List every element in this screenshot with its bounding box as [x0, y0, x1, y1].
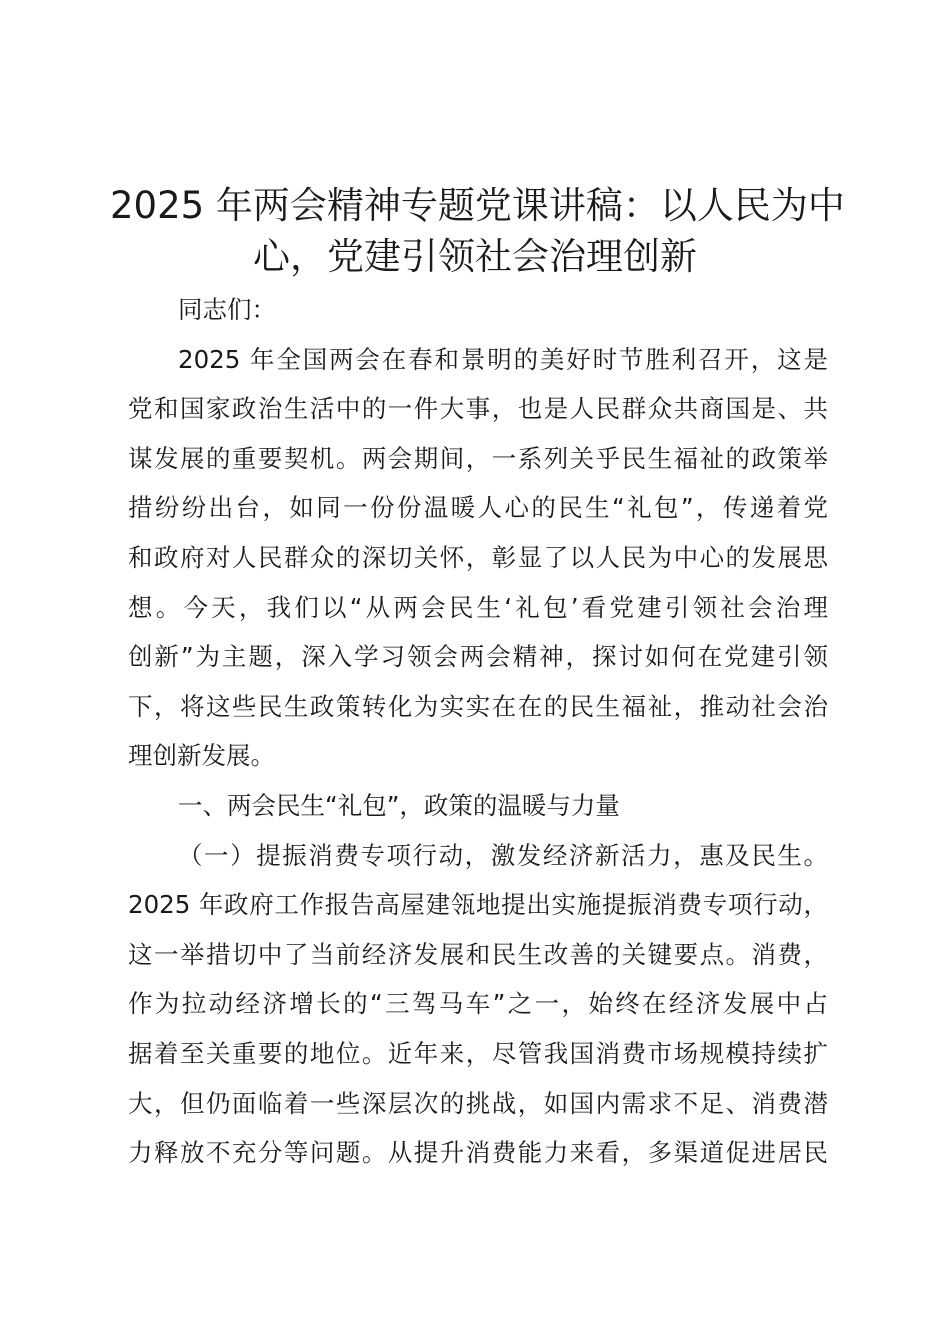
paragraph-line: 谋发展的重要契机。两会期间，一系列关乎民生福祉的政策举	[128, 443, 828, 473]
section-heading-text: 一、两会民生“礼包”，政策的温暖与力量	[178, 790, 620, 820]
paragraph-line: 想。今天，我们以“从两会民生‘礼包’看党建引领社会治理	[128, 592, 828, 622]
paragraph-line: 这一举措切中了当前经济发展和民生改善的关键要点。消费，	[128, 939, 828, 969]
paragraph-line: 理创新发展。	[128, 741, 275, 771]
greeting	[128, 285, 828, 335]
title-line: 2025 年两会精神专题党课讲稿：以人民为中	[110, 184, 845, 227]
paragraph-line: 和政府对人民群众的深切关怀，彰显了以人民为中心的发展思	[128, 542, 828, 572]
paragraph-line: 下，将这些民生政策转化为实实在在的民生福祉，推动社会治	[128, 691, 828, 721]
intro-paragraph	[128, 335, 828, 781]
paragraph-line: （一）提振消费专项行动，激发经济新活力，惠及民生。	[178, 840, 828, 870]
paragraph-line: 大，但仍面临着一些深层次的挑战，如国内需求不足、消费潜	[128, 1088, 828, 1118]
paragraph-line: 创新”为主题，深入学习领会两会精神，探讨如何在党建引领	[128, 642, 828, 672]
section-heading	[128, 781, 828, 831]
paragraph-line: 据着至关重要的地位。近年来，尽管我国消费市场规模持续扩	[128, 1038, 828, 1068]
document-body	[128, 285, 828, 1178]
subsection-paragraph	[128, 831, 828, 1178]
paragraph-line: 措纷纷出台，如同一份份温暖人心的民生“礼包”，传递着党	[128, 493, 828, 523]
paragraph-line: 2025 年政府工作报告高屋建瓴地提出实施提振消费专项行动，	[128, 890, 828, 920]
greeting-text: 同志们：	[178, 295, 276, 324]
paragraph-line: 作为拉动经济增长的“三驾马车”之一，始终在经济发展中占	[128, 989, 828, 1019]
document-title	[110, 180, 845, 282]
title-line: 心，党建引领社会治理创新	[253, 235, 697, 278]
paragraph-line: 力释放不充分等问题。从提升消费能力来看，多渠道促进居民	[128, 1138, 828, 1168]
paragraph-line: 2025 年全国两会在春和景明的美好时节胜利召开，这是	[178, 344, 828, 374]
paragraph-line: 党和国家政治生活中的一件大事，也是人民群众共商国是、共	[128, 394, 828, 424]
